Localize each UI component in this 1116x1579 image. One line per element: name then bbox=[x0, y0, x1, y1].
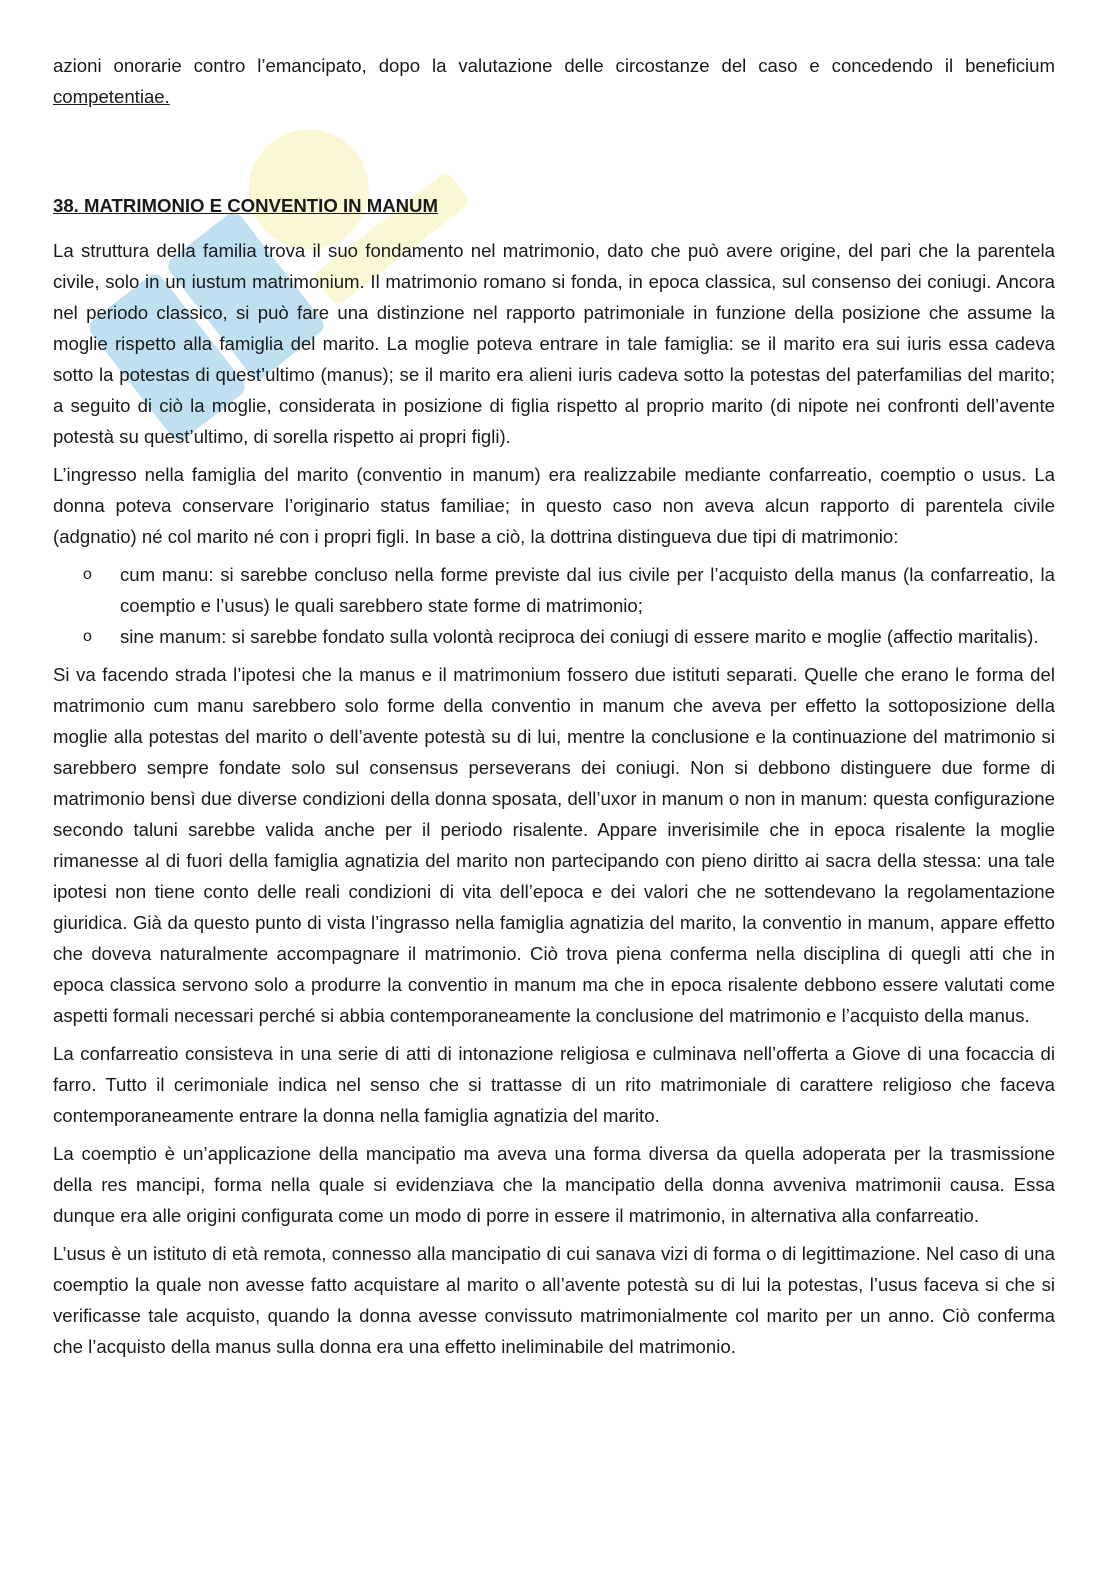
list-item-text: cum manu: si sarebbe concluso nella forme previste dal ius civile per l’acquisto della manus (la confarreatio, la coemptio e l’usus) le quali sarebbero state forme di matrimonio; bbox=[120, 564, 1055, 616]
paragraph-4: La confarreatio consisteva in una serie di atti di intonazione religiosa e culminava nell’offerta a Giove di una focaccia di farro. Tutto il cerimoniale indica nel senso che si trattasse di un rito matrimoniale di carattere religioso che faceva contemporaneamente entrare la donna nella famiglia agnatizia del marito. bbox=[53, 1043, 1055, 1126]
section-heading: 38. MATRIMONIO E CONVENTIO IN MANUM bbox=[53, 195, 438, 216]
marriage-types-list bbox=[53, 559, 1055, 652]
list-item bbox=[53, 621, 1055, 652]
paragraph-5: La coemptio è un’applicazione della mancipatio ma aveva una forma diversa da quella adoperata per la trasmissione della res mancipi, forma nella quale si evidenziava che la mancipatio della donna avveniva matrimonii causa. Essa dunque era alle origini configurata come un modo di porre in essere il matrimonio, in alternativa alla confarreatio. bbox=[53, 1143, 1055, 1226]
list-item-text: sine manum: si sarebbe fondato sulla volontà reciproca dei coniugi di essere marito e moglie (affectio maritalis). bbox=[120, 626, 1039, 647]
paragraph-1: La struttura della familia trova il suo fondamento nel matrimonio, dato che può avere origine, del pari che la parentela civile, solo in un iustum matrimonium. Il matrimonio romano si fonda, in epoca classica, sul consenso dei coniugi. Ancora nel periodo classico, si può fare una distinzione nel rapporto patrimoniale in funzione della posizione che assume la moglie rispetto alla famiglia del marito. La moglie poteva entrare in tale famiglia: se il marito era sui iuris essa cadeva sotto la potestas di quest’ultimo (manus); se il marito era alieni iuris cadeva sotto la potestas del paterfamilias del marito; a seguito di ciò la moglie, considerata in posizione di figlia rispetto al proprio marito (di nipote nei confronti dell’avente potestà su quest’ultimo, di sorella rispetto ai propri figli). bbox=[53, 240, 1055, 447]
document-page bbox=[53, 50, 1055, 1369]
bullet-marker-icon: o bbox=[83, 628, 92, 645]
top-continuation-paragraph bbox=[53, 50, 1055, 112]
continuation-text: azioni onorarie contro l’emancipato, dopo la valutazione delle circostanze del caso e concedendo il beneficium bbox=[53, 55, 1055, 76]
paragraph-3: Si va facendo strada l’ipotesi che la manus e il matrimonium fossero due istituti separati. Quelle che erano le forma del matrimonio cum manu sarebbero solo forme della conventio in manum che aveva per effetto la sottoposizione della moglie alla potestas del marito o dell’avente potestà su di lui, mentre la conclusione e la continuazione del matrimonio si sarebbero sempre fondate solo sul consensus perseverans dei coniugi. Non si debbono distinguere due forme di matrimonio bensì due diverse condizioni della donna sposata, dell’uxor in manum o non in manum: questa configurazione secondo taluni sarebbe valida anche per il periodo risalente. Appare inverisimile che in epoca risalente la moglie rimanesse al di fuori della famiglia agnatizia del marito non partecipando con pieno diritto ai sacra della stessa: una tale ipotesi non tiene conto delle reali condizioni di vita dell’epoca e dei valori che ne sottendevano la regolamentazione giuridica. Già da questo punto di vista l’ingrasso nella famiglia agnatizia del marito, la conventio in manum, appare effetto che doveva naturalmente accompagnare il matrimonio. Ciò trova piena conferma nella disciplina di quegli atti che in epoca classica servono solo a produrre la conventio in manum ma che in epoca risalente debbono essere valutati come aspetti formali necessari perché si abbia contemporaneamente la conclusione del matrimonio e l’acquisto della manus. bbox=[53, 664, 1055, 1026]
paragraph-2: L’ingresso nella famiglia del marito (conventio in manum) era realizzabile mediante confarreatio, coemptio o usus. La donna poteva conservare l’originario status familiae; in questo caso non aveva alcun rapporto di parentela civile (adgnatio) né col marito né con i propri figli. In base a ciò, la dottrina distingueva due tipi di matrimonio: bbox=[53, 464, 1055, 547]
list-item bbox=[53, 559, 1055, 621]
continuation-underlined-text: competentiae. bbox=[53, 86, 170, 107]
bullet-marker-icon: o bbox=[83, 566, 92, 583]
paragraph-6: L’usus è un istituto di età remota, connesso alla mancipatio di cui sanava vizi di forma o di legittimazione. Nel caso di una coemptio la quale non avesse fatto acquistare al marito o all’avente potestà su di lui la potestas, l’usus faceva si che si verificasse tale acquisto, quando la donna avesse convissuto matrimonialmente col marito per un anno. Ciò conferma che l’acquisto della manus sulla donna era una effetto ineliminabile del matrimonio. bbox=[53, 1243, 1055, 1357]
